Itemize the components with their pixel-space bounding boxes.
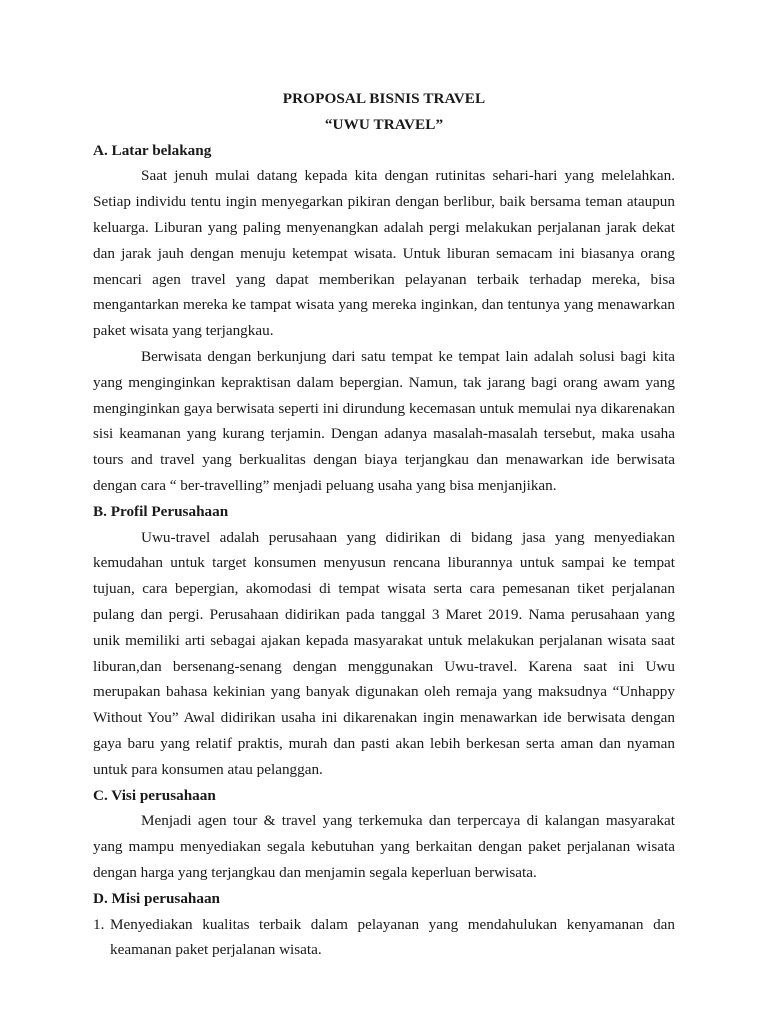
section-heading-profil-perusahaan: B. Profil Perusahaan: [93, 502, 229, 520]
section-heading-misi-perusahaan: D. Misi perusahaan: [93, 889, 221, 907]
document-subtitle: “UWU TRAVEL”: [324, 115, 444, 133]
list-item: [93, 912, 675, 964]
section-heading-latar-belakang: A. Latar belakang: [93, 141, 212, 159]
paragraph: Saat jenuh mulai datang kepada kita dengan rutinitas sehari-hari yang melelahkan. Setiap individu tentu ingin menyegarkan pikiran dengan berlibur, baik bersama teman ataupun keluarga. Liburan yang paling menyenangkan adalah pergi melakukan perjalanan jarak dekat dan jarak jauh dengan menuju ketempat wisata. Untuk liburan semacam ini biasanya orang mencari agen travel yang dapat memberikan pelayanan terbaik terhadap mereka, bisa mengantarkan mereka ke tampat wisata yang mereka inginkan, dan tentunya yang menawarkan paket wisata yang terjangkau.: [93, 167, 675, 340]
list-item-text: Menyediakan kualitas terbaik dalam pelayanan yang mendahulukan kenyamanan dan keamanan paket perjalanan wisata.: [110, 915, 675, 959]
paragraph: Menjadi agen tour & travel yang terkemuka dan terpercaya di kalangan masyarakat yang mampu menyediakan segala kebutuhan yang berkaitan dengan paket perjalanan wisata dengan harga yang terjangkau dan menjamin segala keperluan berwisata.: [93, 812, 675, 881]
paragraph: Uwu-travel adalah perusahaan yang didirikan di bidang jasa yang menyediakan kemudahan untuk target konsumen menyusun rencana liburannya untuk sampai ke tempat tujuan, cara bepergian, akomodasi di tempat wisata serta cara pemesanan tiket perjalanan pulang dan pergi. Perusahaan didirikan pada tanggal 3 Maret 2019. Nama perusahaan yang unik memiliki arti sebagai ajakan kepada masyarakat untuk melakukan perjalanan wisata saat liburan,dan bersenang-senang dengan menggunakan Uwu-travel. Karena saat ini Uwu merupakan bahasa kekinian yang banyak digunakan oleh remaja yang maksudnya “Unhappy Without You” Awal didirikan usaha ini dikarenakan ingin menawarkan ide berwisata dengan gaya baru yang relatif praktis, murah dan pasti akan lebih berkesan serta aman dan nyaman untuk para konsumen atau pelanggan.: [93, 528, 675, 778]
list-item-number: 1.: [93, 915, 105, 933]
section-heading-visi-perusahaan: C. Visi perusahaan: [93, 786, 216, 804]
paragraph: Berwisata dengan berkunjung dari satu tempat ke tempat lain adalah solusi bagi kita yang menginginkan kepraktisan dalam bepergian. Namun, tak jarang bagi orang awam yang menginginkan gaya berwisata seperti ini dirundung kecemasan untuk memulai nya dikarenakan sisi keamanan yang kurang terjamin. Dengan adanya masalah-masalah tersebut, maka usaha tours and travel yang berkualitas dengan biaya terjangkau dan menawarkan ide berwisata dengan cara “ ber-travelling” menjadi peluang usaha yang bisa menjanjikan.: [93, 347, 675, 494]
document-title: PROPOSAL BISNIS TRAVEL: [282, 90, 486, 107]
misi-list: [93, 912, 675, 964]
document-body: [93, 86, 675, 963]
